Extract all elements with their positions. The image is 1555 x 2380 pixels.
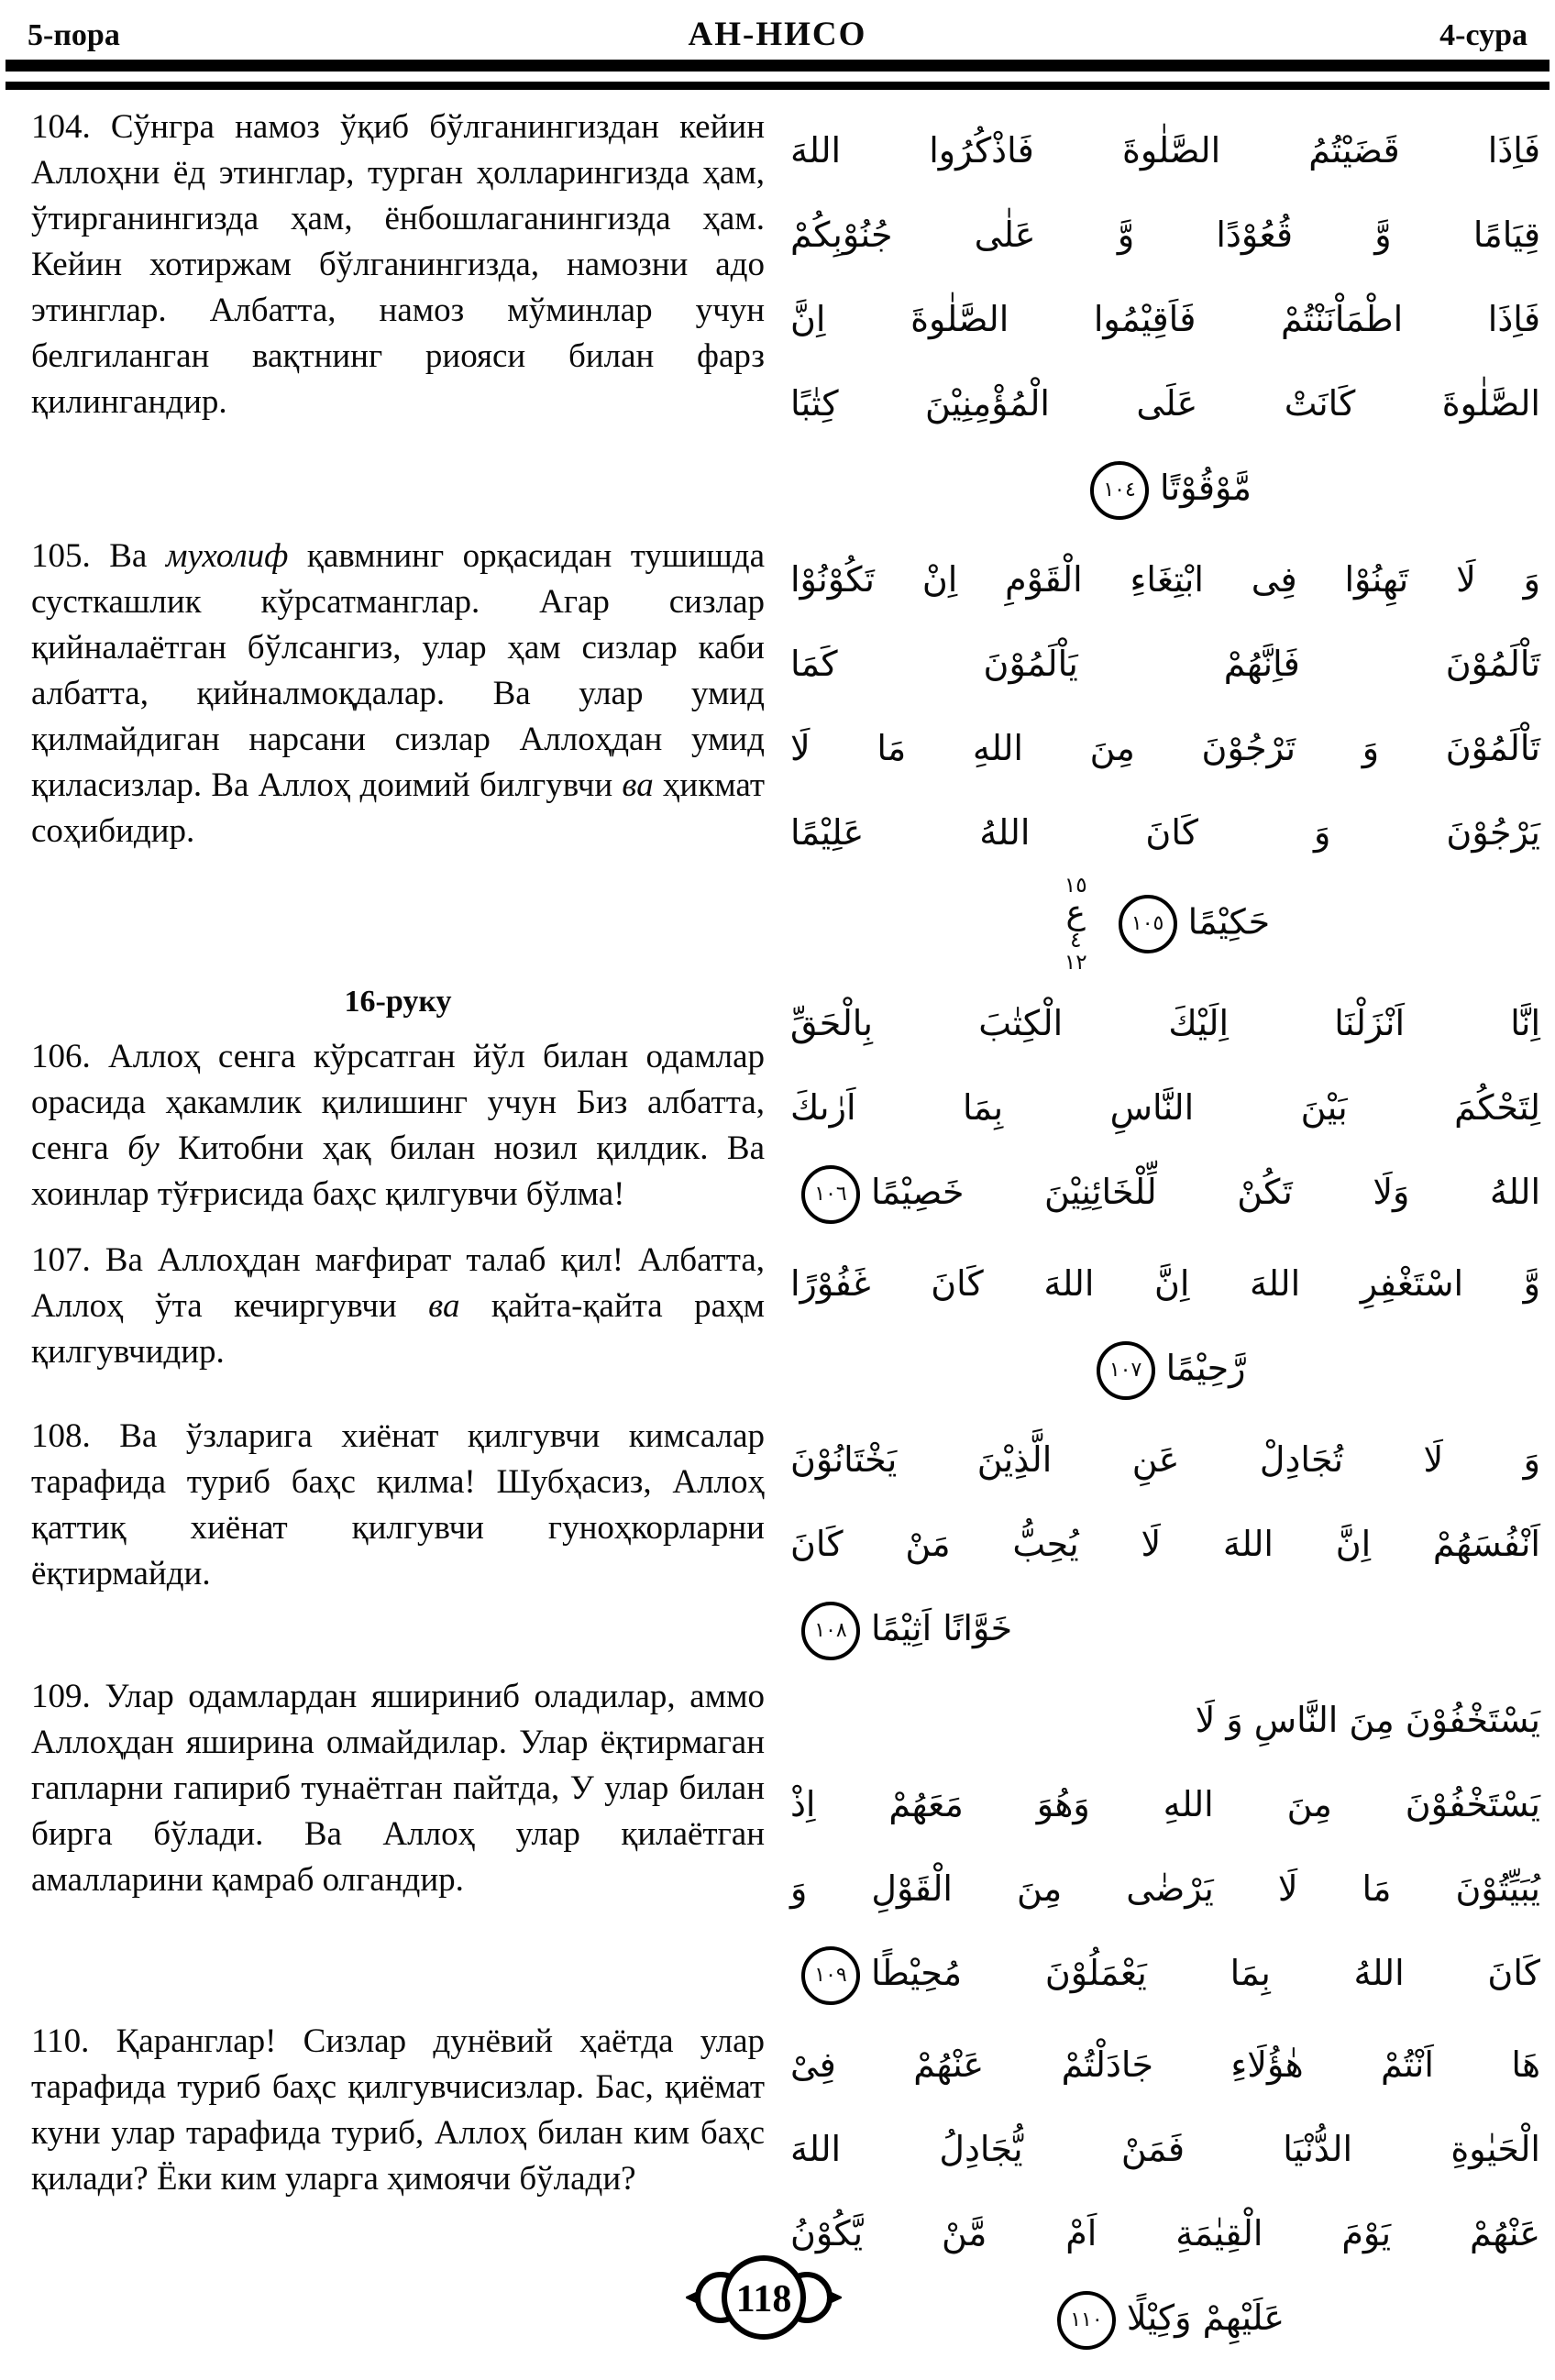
arabic-line: وَ لَا تَهِنُوْا فِى ابْتِغَاءِ الْقَوْمِ اِنْ تَكُوْنُوْا (790, 559, 1540, 600)
page-number: 118 (735, 2278, 792, 2320)
page-number-ornament (686, 2252, 842, 2343)
ruku-marker-item: ع (1065, 894, 1086, 932)
translation-cell-110 (31, 2019, 765, 2208)
arabic-line: يُبَيِّتُوْنَ مَا لَا يَرْضٰى مِنَ الْقَوْلِ وَ (790, 1868, 1540, 1910)
translation-cell-106 (31, 977, 765, 1223)
translation-verse-110 (31, 2019, 765, 2202)
verse-number-108: 108. (31, 1417, 120, 1456)
verse-text-segment: Аллоҳ сенга кўрсатган йўл билан одамлар орасида ҳакамлик қилишинг учун Биз албатта, сенга (31, 1038, 765, 1168)
verse-text-segment: бу (127, 1129, 160, 1168)
translation-verse-109 (31, 1674, 765, 1903)
arabic-line: تَاْلَمُوْنَ وَ تَرْجُوْنَ مِنَ اللهِ مَا لَا (790, 728, 1540, 768)
arabic-line: مَّوْقُوْتًا١٠٤ (790, 446, 1540, 530)
verse-number-110: 110. (31, 2022, 116, 2061)
translation-verse-105 (31, 534, 765, 854)
ayah-number-circle-106: ١٠٦ (801, 1165, 860, 1224)
verse-text-segment: Китобни ҳақ билан нозил қилдик. Ва хоинлар тўғрисида баҳс қилгувчи бўлма! (31, 1129, 765, 1214)
translation-verse-106 (31, 1034, 765, 1218)
surah-title: АН-НИСО (688, 16, 867, 53)
verse-text-segment: Ва (109, 537, 166, 575)
translation-cell-104 (31, 105, 765, 431)
juz-label: 5-пора (28, 18, 120, 52)
arabic-line: تَاْلَمُوْنَ فَاِنَّهُمْ يَاْلَمُوْنَ كَمَا (790, 644, 1540, 684)
translation-verse-108 (31, 1414, 765, 1597)
verse-text-segment: Қаранглар! Сизлар дунёвий ҳаётда улар тарафида туриб баҳс қилгувчисизлар. Бас, қиёмат куни улар тарафида туриб, Аллоҳ билан ким баҳс қилади? Ёки ким уларга ҳимоячи бўлади? (31, 2022, 765, 2198)
ayah-number-circle-104: ١٠٤ (1090, 461, 1149, 520)
verse-text-segment: ва (622, 766, 654, 804)
verse-text-segment: Улар одамлардан яшириниб оладилар, аммо Аллоҳдан яширина олмайдилар. Улар ёқтирмаган гапларни гапириб тунаётган пайтда, У улар билан бирга бўлади. Ва Аллоҳ улар қилаётган амалларини қамраб олгандир. (31, 1678, 766, 1900)
verse-text-segment: ва (428, 1287, 460, 1326)
arabic-cell-105 (789, 534, 1546, 974)
verse-text-segment: қавмнинг орқасидан тушишда сусткашлик кўрсатманглар. Агар сизлар қийналаётган бўлсангиз, улар ҳам сизлар каби албатта, қийналмоқдалар. Ва улар умид қилмайдиган нарсани сизлар Аллоҳдан умид қиласизлар. Ва Аллоҳ доимий билгувчи (31, 537, 765, 804)
verse-row-107 (31, 1238, 1546, 1410)
arabic-line: هَا اَنْتُمْ هٰؤُلَاءِ جَادَلْتُمْ عَنْهُمْ فِىْ (790, 2044, 1540, 2086)
verse-number-107: 107. (31, 1241, 105, 1280)
arabic-line: يَسْتَخْفُوْنَ مِنَ اللهِ وَهُوَ مَعَهُمْ اِذْ (790, 1784, 1540, 1825)
arabic-line: يَسْتَخْفُوْنَ مِنَ النَّاسِ وَ لَا (1195, 1700, 1540, 1741)
ayah-number-circle-107: ١٠٧ (1097, 1341, 1155, 1400)
ayah-number-circle-105: ١٠٥ (1119, 895, 1177, 953)
verse-row-104 (31, 105, 1546, 530)
arabic-line: اِنَّا اَنْزَلْنَا اِلَيْكَ الْكِتٰبَ بِالْحَقِّ (790, 1003, 1540, 1044)
verse-text-segment: мухолиф (165, 537, 289, 575)
arabic-cell-110 (789, 2019, 1546, 2360)
translation-cell-108 (31, 1414, 765, 1603)
arabic-line: قِيَامًا وَّ قُعُوْدًا وَّ عَلٰى جُنُوْبِكُمْ (790, 215, 1540, 255)
divider-line-top (6, 60, 1549, 72)
arabic-cell-106 (789, 977, 1546, 1234)
page-header (0, 0, 1555, 60)
divider-line-bottom (6, 82, 1549, 90)
ayah-number-circle-109: ١٠٩ (801, 1946, 860, 2005)
verse-row-106 (31, 977, 1546, 1234)
arabic-line: اَنْفُسَهُمْ اِنَّ اللهَ لَا يُحِبُّ مَنْ كَانَ (790, 1524, 1540, 1565)
arabic-line: عَنْهُمْ يَوْمَ الْقِيٰمَةِ اَمْ مَّنْ يَّكُوْنُ (790, 2213, 1540, 2254)
arabic-cell-104 (789, 105, 1546, 530)
verse-number-104: 104. (31, 108, 111, 146)
arabic-line: عَلَيْهِمْ وَكِيْلًا١١٠ (790, 2275, 1540, 2360)
arabic-line: كَانَ اللهُ بِمَا يَعْمَلُوْنَ مُحِيْطًا١٠٩ (790, 1931, 1540, 2015)
verse-row-105 (31, 534, 1546, 974)
arabic-line: رَّحِيْمًا١٠٧ (790, 1326, 1540, 1410)
ruku-marker-item: ١٥ (1064, 874, 1087, 898)
arabic-line: فَاِذَا اطْمَاْنَنْتُمْ فَاَقِيْمُوا الصَّلٰوةَ اِنَّ (790, 299, 1540, 339)
verse-row-108 (31, 1414, 1546, 1670)
surah-number-label: 4-сура (1439, 18, 1527, 52)
cloud-ornament-icon (686, 2252, 842, 2343)
ruku-marker-item: ١٢ (1064, 951, 1087, 975)
arabic-line: لِتَحْكُمَ بَيْنَ النَّاسِ بِمَا اَرٰىكَ (790, 1087, 1540, 1129)
ruku-margin-marker (1064, 875, 1087, 974)
arabic-line: الْحَيٰوةِ الدُّنْيَا فَمَنْ يُّجَادِلُ اللهَ (790, 2129, 1540, 2170)
verse-text-segment: Ва ўзларига хиёнат қилгувчи кимсалар тарафида туриб баҳс қилма! Шубҳасиз, Аллоҳ қаттиқ хиёнат қилгувчи гуноҳкорларни ёқтирмайди. (31, 1417, 765, 1593)
arabic-line: فَاِذَا قَضَيْتُمُ الصَّلٰوةَ فَاذْكُرُوا اللهَ (790, 130, 1540, 171)
arabic-line: الصَّلٰوةَ كَانَتْ عَلَى الْمُؤْمِنِيْنَ كِتٰبًا (790, 383, 1540, 424)
ruku-marker-item: ٤ (1070, 929, 1082, 953)
translation-cell-107 (31, 1238, 765, 1381)
ayah-number-circle-110: ١١٠ (1057, 2291, 1116, 2350)
section-heading: 16-руку (344, 985, 452, 1019)
verse-text-segment: Ва Аллоҳдан мағфират талаб қил! Албатта, Аллоҳ ўта кечиргувчи (31, 1241, 766, 1326)
translation-cell-105 (31, 534, 765, 860)
arabic-line: وَّ اسْتَغْفِرِ اللهَ اِنَّ اللهَ كَانَ غَفُوْرًا (790, 1263, 1540, 1305)
translation-verse-107 (31, 1238, 765, 1375)
arabic-cell-109 (789, 1674, 1546, 2015)
verse-text-segment: ҳикмат соҳибидир. (31, 766, 765, 850)
arabic-cell-108 (789, 1414, 1546, 1670)
header-divider (0, 60, 1555, 90)
verse-row-109 (31, 1674, 1546, 2015)
verse-number-109: 109. (31, 1678, 105, 1716)
arabic-line: وَ لَا تُجَادِلْ عَنِ الَّذِيْنَ يَخْتَانُوْنَ (790, 1439, 1540, 1481)
verse-text-segment: Сўнгра намоз ўқиб бўлганингиздан кейин Аллоҳни ёд этинглар, турган ҳолларингизда ҳам, ўтирганингизда ҳам, ёнбошлаганингизда ҳам. Кейин хотиржам бўлганингизда, намозни адо этинглар. Албатта, намоз мўминлар учун белгиланган вақтнинг риояси билан фарз қилингандир. (31, 108, 766, 421)
content (0, 90, 1555, 2360)
arabic-line: يَرْجُوْنَ وَ كَانَ اللهُ عَلِيْمًا (790, 812, 1540, 853)
verse-number-106: 106. (31, 1038, 108, 1076)
verse-text-segment: қайта-қайта раҳм қилгувчидир. (31, 1287, 765, 1372)
arabic-line: اللهُ وَلَا تَكُنْ لِّلْخَائِنِيْنَ خَصِيْمًا١٠٦ (790, 1150, 1540, 1234)
translation-cell-109 (31, 1674, 765, 1909)
arabic-cell-107 (789, 1238, 1546, 1410)
verse-number-105: 105. (31, 537, 110, 575)
translation-verse-104 (31, 105, 765, 425)
arabic-line: خَوَّانًا اَثِيْمًا١٠٨ (790, 1586, 1540, 1670)
ayah-number-circle-108: ١٠٨ (801, 1602, 860, 1660)
arabic-line: حَكِيْمًا١٠٥ ١٥ ع ٤ ١٢ (1064, 874, 1271, 975)
